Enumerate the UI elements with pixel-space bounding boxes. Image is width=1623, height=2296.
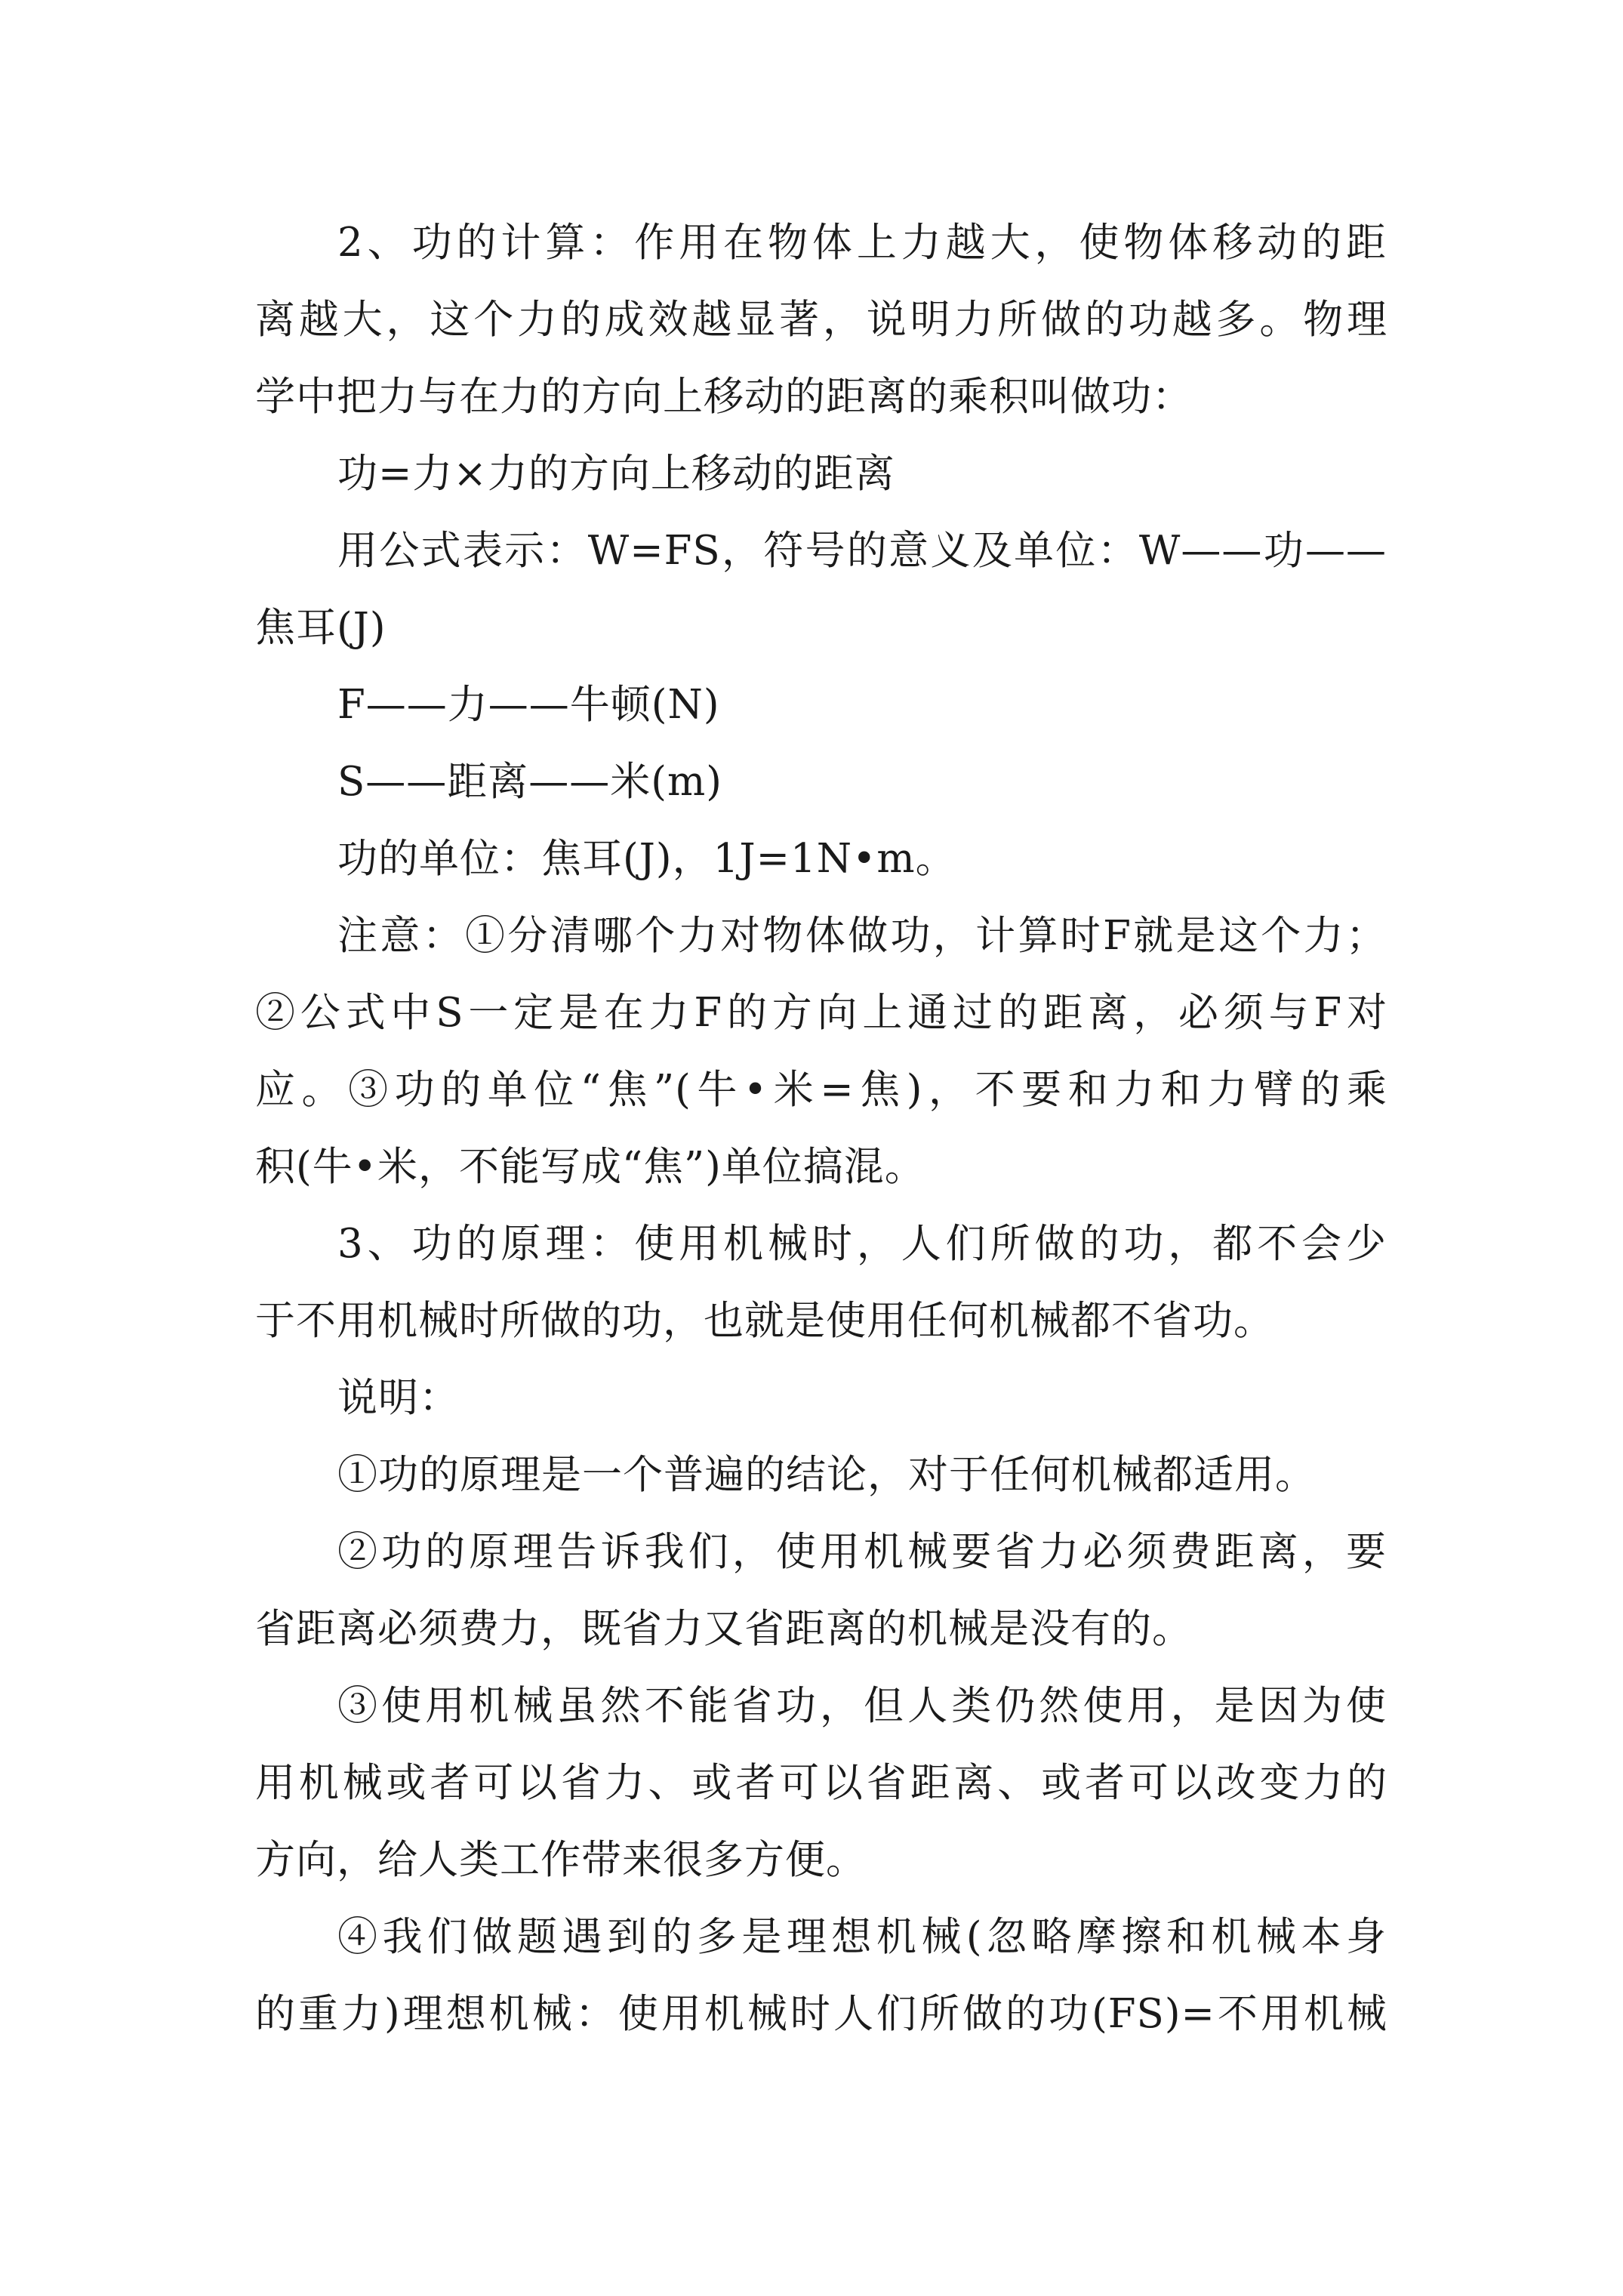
- text-line: 2、功的计算：作用在物体上力越大，使物体移动的距: [337, 220, 1387, 266]
- text-line: 离越大，这个力的成效越显著，说明力所做的功越多。物理: [255, 297, 1387, 343]
- text-line: 学中把力与在力的方向上移动的距离的乘积叫做功：: [255, 374, 1193, 420]
- text-line: 用机械或者可以省力、或者可以省距离、或者可以改变力的: [255, 1760, 1387, 1806]
- text-line: ①功的原理是一个普遍的结论，对于任何机械都适用。: [337, 1452, 1316, 1498]
- text-line: 应。③功的单位“焦”(牛•米=焦)，不要和力和力臂的乘: [255, 1067, 1387, 1113]
- text-line: 焦耳(J): [255, 605, 387, 651]
- text-line: 的重力)理想机械：使用机械时人们所做的功(FS)=不用机械: [255, 1991, 1387, 2037]
- text-line: 于不用机械时所做的功，也就是使用任何机械都不省功。: [255, 1298, 1274, 1344]
- text-line: ④我们做题遇到的多是理想机械(忽略摩擦和机械本身: [337, 1914, 1387, 1960]
- text-line: 说明：: [337, 1375, 460, 1421]
- text-line: F——力——牛顿(N): [337, 682, 720, 728]
- text-line: 注意：①分清哪个力对物体做功，计算时F就是这个力；: [337, 913, 1387, 959]
- formula-line: 功=力×力的方向上移动的距离: [337, 451, 895, 497]
- text-line: 用公式表示：W=FS，符号的意义及单位：W——功——: [337, 528, 1387, 574]
- text-line: ②功的原理告诉我们，使用机械要省力必须费距离，要: [337, 1529, 1387, 1575]
- text-line: S——距离——米(m): [337, 759, 722, 805]
- text-line: ③使用机械虽然不能省功，但人类仍然使用，是因为使: [337, 1683, 1387, 1729]
- text-line: 3、功的原理：使用机械时，人们所做的功，都不会少: [337, 1221, 1387, 1267]
- text-line: 积(牛•米，不能写成“焦”)单位搞混。: [255, 1144, 925, 1190]
- text-line: ②公式中S一定是在力F的方向上通过的距离，必须与F对: [255, 990, 1387, 1036]
- text-line: 功的单位：焦耳(J)，1J=1N•m。: [337, 836, 956, 882]
- text-line: 方向，给人类工作带来很多方便。: [255, 1837, 867, 1883]
- text-line: 省距离必须费力，既省力又省距离的机械是没有的。: [255, 1606, 1193, 1652]
